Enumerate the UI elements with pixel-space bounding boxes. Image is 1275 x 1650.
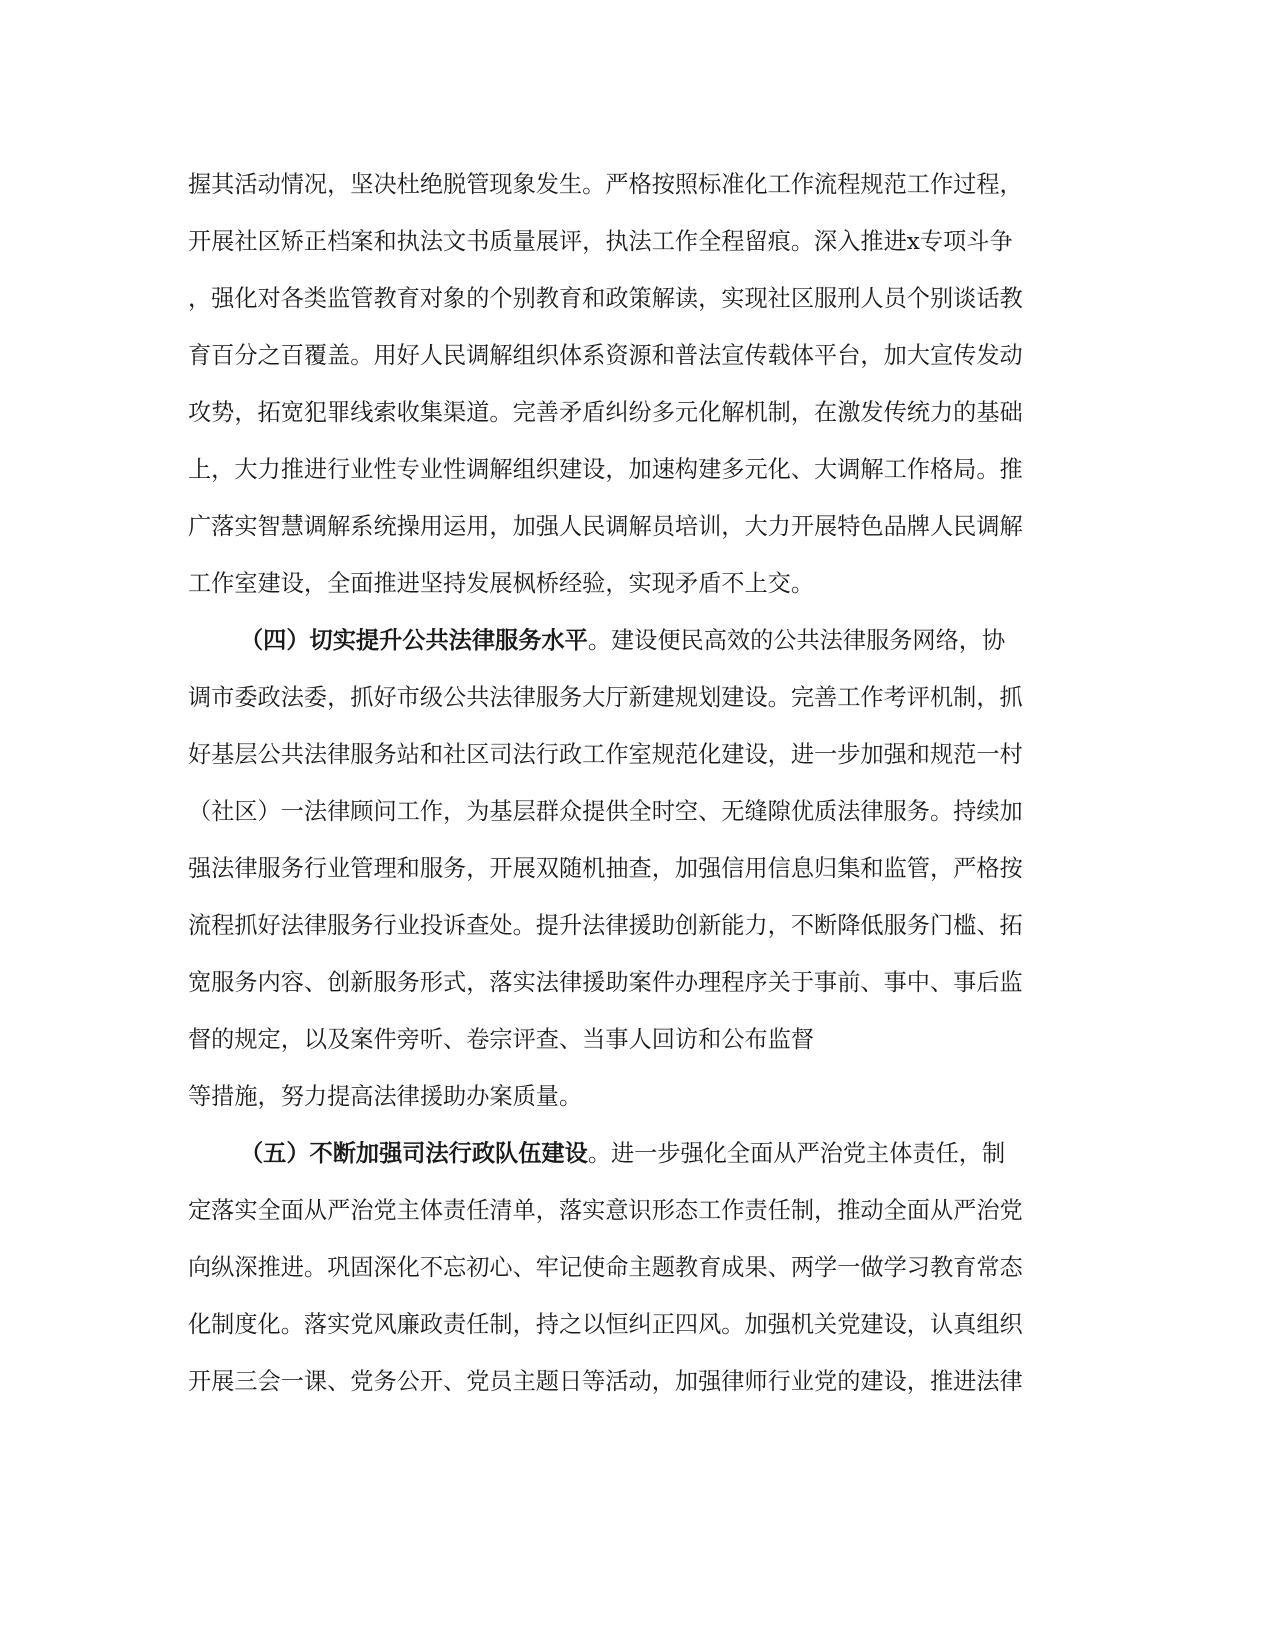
text-line: 育百分之百覆盖。用好人民调解组织体系资源和普法宣传载体平台，加大宣传发动	[188, 342, 1023, 369]
text-line: 开展三会一课、党务公开、党员主题日等活动，加强律师行业党的建设，推进法律	[188, 1368, 1023, 1395]
text-line: 上，大力推进行业性专业性调解组织建设，加速构建多元化、大调解工作格局。推	[188, 456, 1023, 483]
section-heading-line: （四）切实提升公共法律服务水平。建设便民高效的公共法律服务网络，协	[240, 627, 1006, 654]
text-line: 好基层公共法律服务站和社区司法行政工作室规范化建设，进一步加强和规范一村	[188, 741, 1023, 768]
text-line: 攻势，拓宽犯罪线索收集渠道。完善矛盾纠纷多元化解机制，在激发传统力的基础	[188, 399, 1023, 426]
text-line: 广落实智慧调解系统操用运用，加强人民调解员培训，大力开展特色品牌人民调解	[188, 513, 1023, 540]
section-heading: （四）切实提升公共法律服务水平	[240, 627, 588, 654]
text-line: 定落实全面从严治党主体责任清单，落实意识形态工作责任制，推动全面从严治党	[188, 1197, 1023, 1224]
text-line: 化制度化。落实党风廉政责任制，持之以恒纠正四风。加强机关党建设，认真组织	[188, 1311, 1023, 1338]
text-line: 开展社区矫正档案和执法文书质量展评，执法工作全程留痕。深入推进x专项斗争	[188, 228, 1013, 255]
text-line: 督的规定，以及案件旁听、卷宗评查、当事人回访和公布监督	[188, 1026, 815, 1053]
text-line: 宽服务内容、创新服务形式，落实法律援助案件办理程序关于事前、事中、事后监	[188, 969, 1023, 996]
text-line: 向纵深推进。巩固深化不忘初心、牢记使命主题教育成果、两学一做学习教育常态	[188, 1254, 1023, 1281]
text-line: 等措施，努力提高法律援助办案质量。	[188, 1083, 583, 1110]
section-heading-line: （五）不断加强司法行政队伍建设。进一步强化全面从严治党主体责任，制	[240, 1140, 1006, 1167]
text-line: 流程抓好法律服务行业投诉查处。提升法律援助创新能力，不断降低服务门槛、拓	[188, 912, 1023, 939]
text-line: 工作室建设，全面推进坚持发展枫桥经验，实现矛盾不上交。	[188, 570, 815, 597]
text-line: 强法律服务行业管理和服务，开展双随机抽查，加强信用信息归集和监管，严格按	[188, 855, 1023, 882]
text-line: 握其活动情况，坚决杜绝脱管现象发生。严格按照标准化工作流程规范工作过程，	[188, 171, 1023, 198]
section-heading: （五）不断加强司法行政队伍建设	[240, 1140, 588, 1167]
text-line: 调市委政法委，抓好市级公共法律服务大厅新建规划建设。完善工作考评机制，抓	[188, 684, 1023, 711]
text-line: ，强化对各类监管教育对象的个别教育和政策解读，实现社区服刑人员个别谈话教	[188, 285, 1023, 312]
text-line: （社区）一法律顾问工作，为基层群众提供全时空、无缝隙优质法律服务。持续加	[188, 798, 1023, 825]
